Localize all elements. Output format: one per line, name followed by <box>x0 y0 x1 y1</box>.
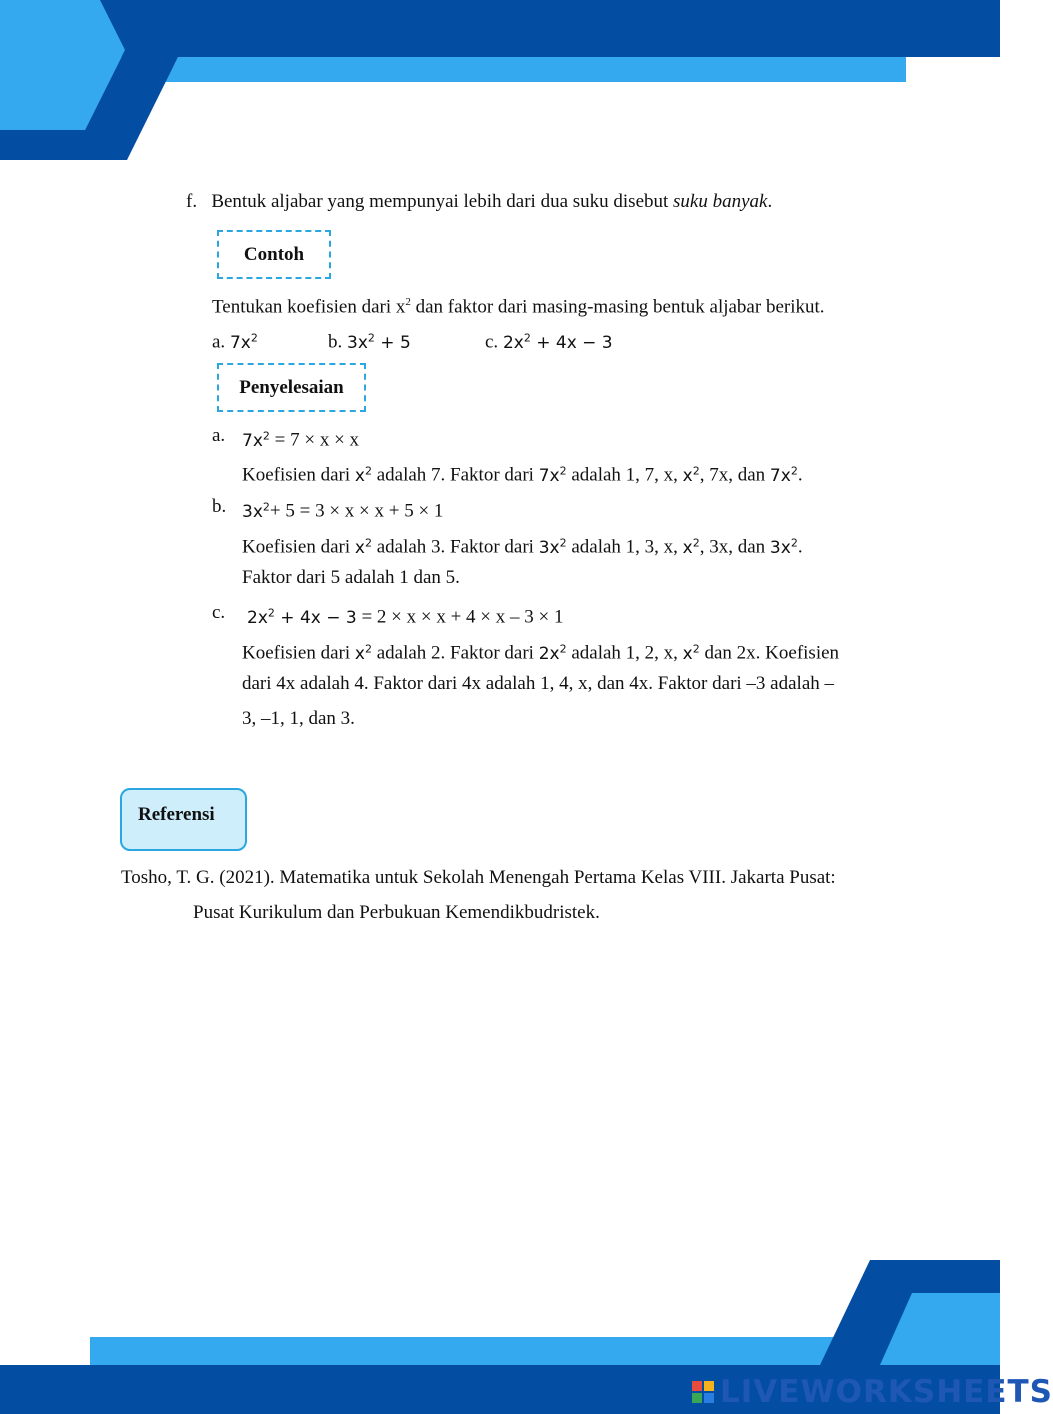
solution-c-text: Koefisien dari $x^2$ adalah 2. Faktor dari $2x^2$ adalah 1, 2, x, $x^2$ dan 2x. Koefisien <box>242 642 840 664</box>
item-f-italic: suku banyak <box>673 191 768 212</box>
option-a: a. $7x^2$ <box>212 331 258 353</box>
referensi-label: Referensi <box>120 788 247 851</box>
item-f: f. Bentuk aljabar yang mempunyai lebih dari dua suku disebut suku banyak. <box>186 191 773 212</box>
solution-b-text-2: Faktor dari 5 adalah 1 dan 5. <box>242 567 460 588</box>
solution-b-label: b. <box>212 496 227 517</box>
solution-a-text: Koefisien dari $x^2$ adalah 7. Faktor dari $7x^2$ adalah 1, 7, x, $x^2$, 7x, dan $7x^2$. <box>242 464 803 486</box>
solution-a-label: a. <box>212 425 226 446</box>
contoh-label: Contoh <box>217 230 331 279</box>
option-c: c. $2x^2 + 4x - 3$ <box>485 331 613 353</box>
solution-b-text: Koefisien dari $x^2$ adalah 3. Faktor dari $3x^2$ adalah 1, 3, x, $x^2$, 3x, dan $3x^2$. <box>242 536 803 558</box>
solution-c-equation: $2x^2 + 4x - 3 = 2 \times x \times x + 4 \times x - 3 \times 1$ <box>247 606 564 628</box>
header-decoration <box>0 0 1000 165</box>
solution-c-text-2: dari 4x adalah 4. Faktor dari 4x adalah 1, 4, x, dan 4x. Faktor dari –3 adalah – <box>242 673 834 694</box>
item-f-marker: f. <box>186 191 198 212</box>
logo-grid-icon <box>692 1381 714 1403</box>
reference-line-2: Pusat Kurikulum dan Perbukuan Kemendikbudristek. <box>193 902 600 923</box>
liveworksheets-logo <box>692 1374 1053 1410</box>
solution-c-label: c. <box>212 602 226 623</box>
question-text: Tentukan koefisien dari $x^2$ dan faktor dari masing-masing bentuk aljabar berikut. <box>212 296 825 318</box>
solution-a-equation: $7x^2 = 7 \times x \times x$ <box>242 429 360 451</box>
logo-text: LIVEWORKSHEETS <box>720 1374 1053 1410</box>
option-b: b. $3x^2 + 5$ <box>328 331 411 353</box>
item-f-text: Bentuk aljabar yang mempunyai lebih dari dua suku disebut <box>211 191 669 212</box>
reference-line-1: Tosho, T. G. (2021). Matematika untuk Sekolah Menengah Pertama Kelas VIII. Jakarta Pusat: <box>121 867 836 888</box>
solution-b-equation: $3x^2+ 5 = 3 \times x \times x + 5 \times 1$ <box>242 500 444 522</box>
penyelesaian-label: Penyelesaian <box>217 363 366 412</box>
solution-c-text-3: 3, –1, 1, dan 3. <box>242 708 355 729</box>
